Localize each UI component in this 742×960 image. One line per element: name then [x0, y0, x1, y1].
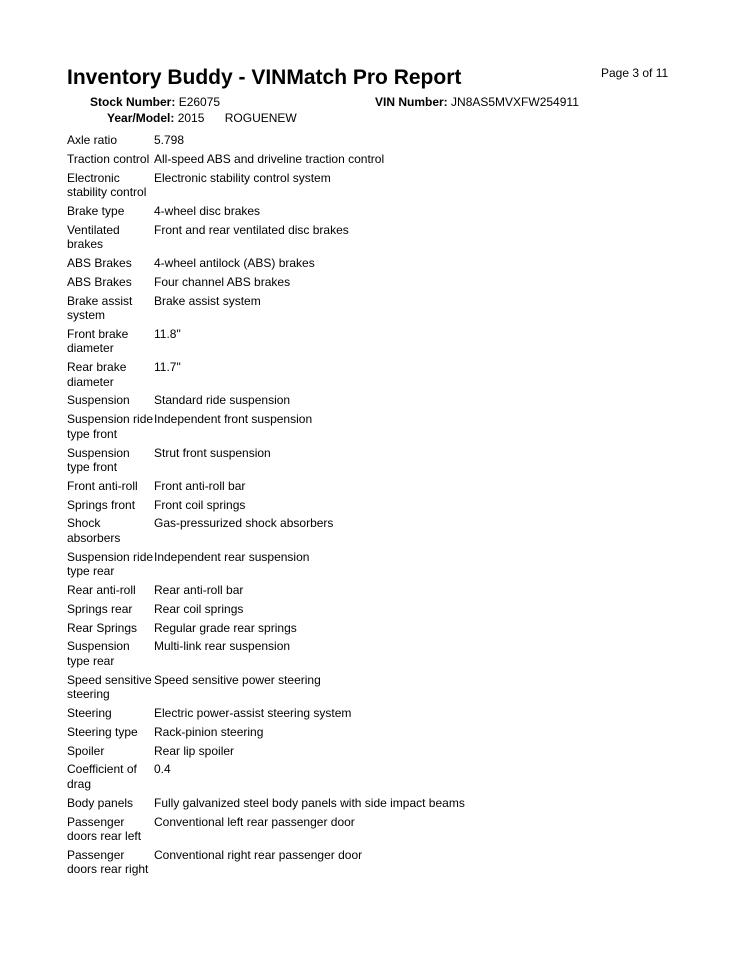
vin-number-field [375, 95, 579, 109]
spec-row [67, 796, 707, 811]
year-value: 2015 [177, 111, 205, 125]
spec-value: Conventional left rear passenger door [154, 814, 355, 829]
spec-label: ABS Brakes [67, 255, 132, 270]
spec-row [67, 360, 707, 389]
spec-label: Axle ratio [67, 133, 118, 147]
spec-row [67, 479, 707, 494]
spec-label: Suspension type rear [67, 639, 130, 668]
year-model-label: Year/Model: [107, 111, 175, 125]
spec-label: Electronic stability control [67, 170, 147, 200]
spec-value: Rack-pinion steering [154, 724, 264, 739]
spec-value: Speed sensitive power steering [154, 672, 321, 687]
spec-value: Conventional right rear passenger door [154, 847, 363, 862]
spec-label: Steering [67, 706, 112, 721]
spec-label: Rear anti-roll [67, 583, 136, 598]
page-number: Page 3 of 11 [601, 66, 669, 80]
spec-row [67, 498, 707, 513]
spec-label: Body panels [67, 795, 134, 810]
spec-label: Springs rear [67, 601, 133, 616]
spec-value: Fully galvanized steel body panels with side impact beams [154, 795, 465, 810]
spec-label: ABS Brakes [67, 274, 132, 289]
spec-row [67, 294, 707, 323]
spec-row [67, 848, 707, 877]
spec-value: Four channel ABS brakes [154, 274, 291, 289]
spec-label: Rear brake diameter [67, 360, 127, 389]
spec-value: 4-wheel antilock (ABS) brakes [154, 255, 315, 270]
spec-value: 5.798 [154, 133, 185, 147]
spec-label: Ventilated brakes [67, 222, 120, 252]
spec-row [67, 621, 707, 636]
model-value: ROGUENEW [224, 111, 297, 125]
spec-value: Brake assist system [154, 293, 261, 308]
spec-label: Suspension ride type rear [67, 549, 154, 579]
spec-row [67, 256, 707, 271]
spec-row [67, 639, 707, 668]
spec-row [67, 446, 707, 475]
spec-row [67, 171, 707, 200]
spec-label: Suspension [67, 393, 130, 408]
spec-label: Suspension type front [67, 445, 130, 475]
spec-value: Electric power-assist steering system [154, 706, 352, 721]
spec-label: Brake assist system [67, 293, 133, 323]
spec-label: Shock absorbers [67, 516, 121, 545]
year-model-field [107, 111, 297, 125]
spec-value: Independent rear suspension [154, 549, 310, 564]
spec-label: Spoiler [67, 743, 105, 758]
spec-value: 0.4 [154, 762, 171, 777]
spec-label: Traction control [67, 151, 150, 166]
spec-label: Coefficient of drag [67, 762, 137, 791]
stock-number-field [90, 95, 220, 109]
spec-value: Rear anti-roll bar [154, 583, 244, 598]
spec-row [67, 706, 707, 721]
vin-number-value: JN8AS5MVXFW254911 [451, 95, 579, 109]
stock-number-label: Stock Number: [90, 95, 176, 109]
spec-row [67, 516, 707, 545]
spec-value: Gas-pressurized shock absorbers [154, 516, 334, 531]
spec-row [67, 204, 707, 219]
stock-number-value: E26075 [178, 95, 221, 109]
spec-value: Strut front suspension [154, 445, 271, 460]
spec-row [67, 602, 707, 617]
spec-label: Rear Springs [67, 620, 138, 635]
spec-row [67, 223, 707, 252]
report-title: Inventory Buddy - VINMatch Pro Report [67, 66, 462, 89]
spec-value: Rear lip spoiler [154, 743, 235, 758]
spec-row [67, 762, 707, 791]
spec-label: Front brake diameter [67, 326, 129, 356]
spec-row [67, 152, 707, 167]
spec-row [67, 133, 707, 148]
spec-value: Front anti-roll bar [154, 478, 246, 493]
spec-value: Standard ride suspension [154, 393, 291, 408]
spec-value: Front coil springs [154, 497, 246, 512]
spec-label: Front anti-roll [67, 478, 138, 493]
spec-value: Electronic stability control system [154, 170, 331, 185]
spec-label: Passenger doors rear left [67, 814, 142, 844]
spec-label: Steering type [67, 724, 138, 739]
spec-row [67, 815, 707, 844]
spec-label: Passenger doors rear right [67, 847, 149, 877]
spec-value: Multi-link rear suspension [154, 639, 291, 654]
spec-row [67, 327, 707, 356]
spec-row [67, 393, 707, 408]
spec-label: Brake type [67, 203, 125, 218]
spec-row [67, 673, 707, 702]
spec-value: 4-wheel disc brakes [154, 203, 261, 218]
spec-label: Springs front [67, 497, 136, 512]
spec-value: Front and rear ventilated disc brakes [154, 222, 349, 237]
spec-label: Speed sensitive steering [67, 672, 152, 702]
spec-value: Regular grade rear springs [154, 620, 297, 635]
spec-row [67, 412, 707, 441]
spec-list [67, 133, 707, 881]
spec-label: Suspension ride type front [67, 412, 154, 441]
spec-value: Independent front suspension [154, 412, 313, 427]
spec-row [67, 725, 707, 740]
spec-row [67, 583, 707, 598]
spec-value: 11.8" [154, 326, 181, 341]
spec-row [67, 550, 707, 579]
spec-row [67, 275, 707, 290]
vin-number-label: VIN Number: [375, 95, 448, 109]
spec-value: All-speed ABS and driveline traction control [154, 151, 385, 166]
spec-row [67, 744, 707, 759]
spec-value: Rear coil springs [154, 601, 244, 616]
spec-value: 11.7" [154, 360, 181, 375]
